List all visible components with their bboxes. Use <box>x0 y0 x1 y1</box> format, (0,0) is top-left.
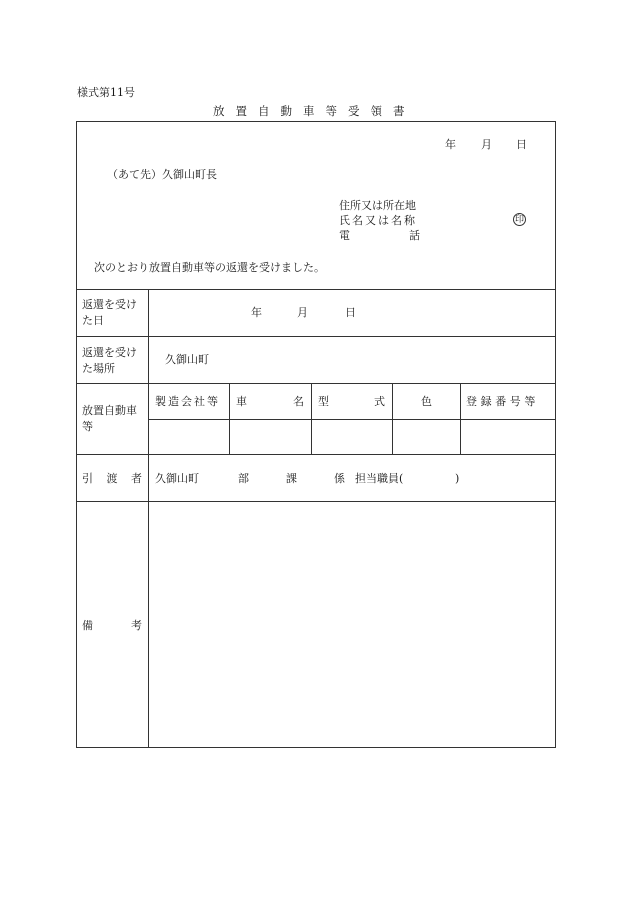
vehicle-model-cell[interactable] <box>313 421 391 453</box>
vehicle-label-2: 等 <box>82 420 93 433</box>
form-number: 様式第11号 <box>77 86 135 99</box>
return-date-label-2: た日 <box>82 314 104 327</box>
addressee: （あて先）久御山町長 <box>107 168 217 181</box>
handover-label: 引 渡 者 <box>82 472 142 485</box>
return-place-value: 久御山町 <box>165 353 209 366</box>
header-day: 日 <box>516 138 527 151</box>
vehicle-col-divider-1 <box>229 383 230 454</box>
handover-section: 課 <box>286 472 297 485</box>
header-year: 年 <box>445 138 456 151</box>
return-place-label-1: 返還を受け <box>82 346 137 359</box>
statement: 次のとおり放置自動車等の返還を受けました。 <box>94 261 325 274</box>
handover-staff-close: ) <box>455 472 460 485</box>
address-label: 住所又は所在地 <box>339 199 416 212</box>
return-date-month: 月 <box>297 306 308 319</box>
remarks-field[interactable] <box>150 503 555 747</box>
vehicle-col-divider-3 <box>392 383 393 454</box>
return-place-label-2: た場所 <box>82 362 115 375</box>
vehicle-name-cell[interactable] <box>231 421 310 453</box>
return-date-year: 年 <box>251 306 262 319</box>
vehicle-col-divider-4 <box>460 383 461 454</box>
vehicle-registration-cell[interactable] <box>462 421 555 453</box>
handover-staff: 担当職員( <box>355 472 404 485</box>
vehicle-maker-cell[interactable] <box>150 421 228 453</box>
vehicle-col-registration: 登録番号等 <box>466 395 539 408</box>
return-date-day: 日 <box>345 306 356 319</box>
name-label: 氏名又は名称 <box>339 214 417 227</box>
return-date-label-1: 返還を受け <box>82 298 137 311</box>
header-month: 月 <box>481 138 492 151</box>
vehicle-col-divider-2 <box>311 383 312 454</box>
handover-unit: 係 <box>334 472 345 485</box>
remarks-label: 備 考 <box>82 619 142 632</box>
seal-mark: 印 <box>514 215 524 225</box>
vehicle-col-color: 色 <box>421 395 432 408</box>
handover-town: 久御山町 <box>155 472 199 485</box>
vehicle-col-maker: 製造会社等 <box>155 395 220 408</box>
divider-vehicle-header <box>148 419 556 420</box>
vehicle-color-cell[interactable] <box>394 421 459 453</box>
phone-label: 電 話 <box>339 229 420 242</box>
vehicle-label-1: 放置自動車 <box>82 404 137 417</box>
handover-dept: 部 <box>238 472 249 485</box>
vehicle-col-name: 車 名 <box>236 395 304 408</box>
vehicle-col-model: 型 式 <box>318 395 385 408</box>
form-title: 放置自動車等受領書 <box>213 104 416 118</box>
label-column-divider <box>148 289 149 748</box>
